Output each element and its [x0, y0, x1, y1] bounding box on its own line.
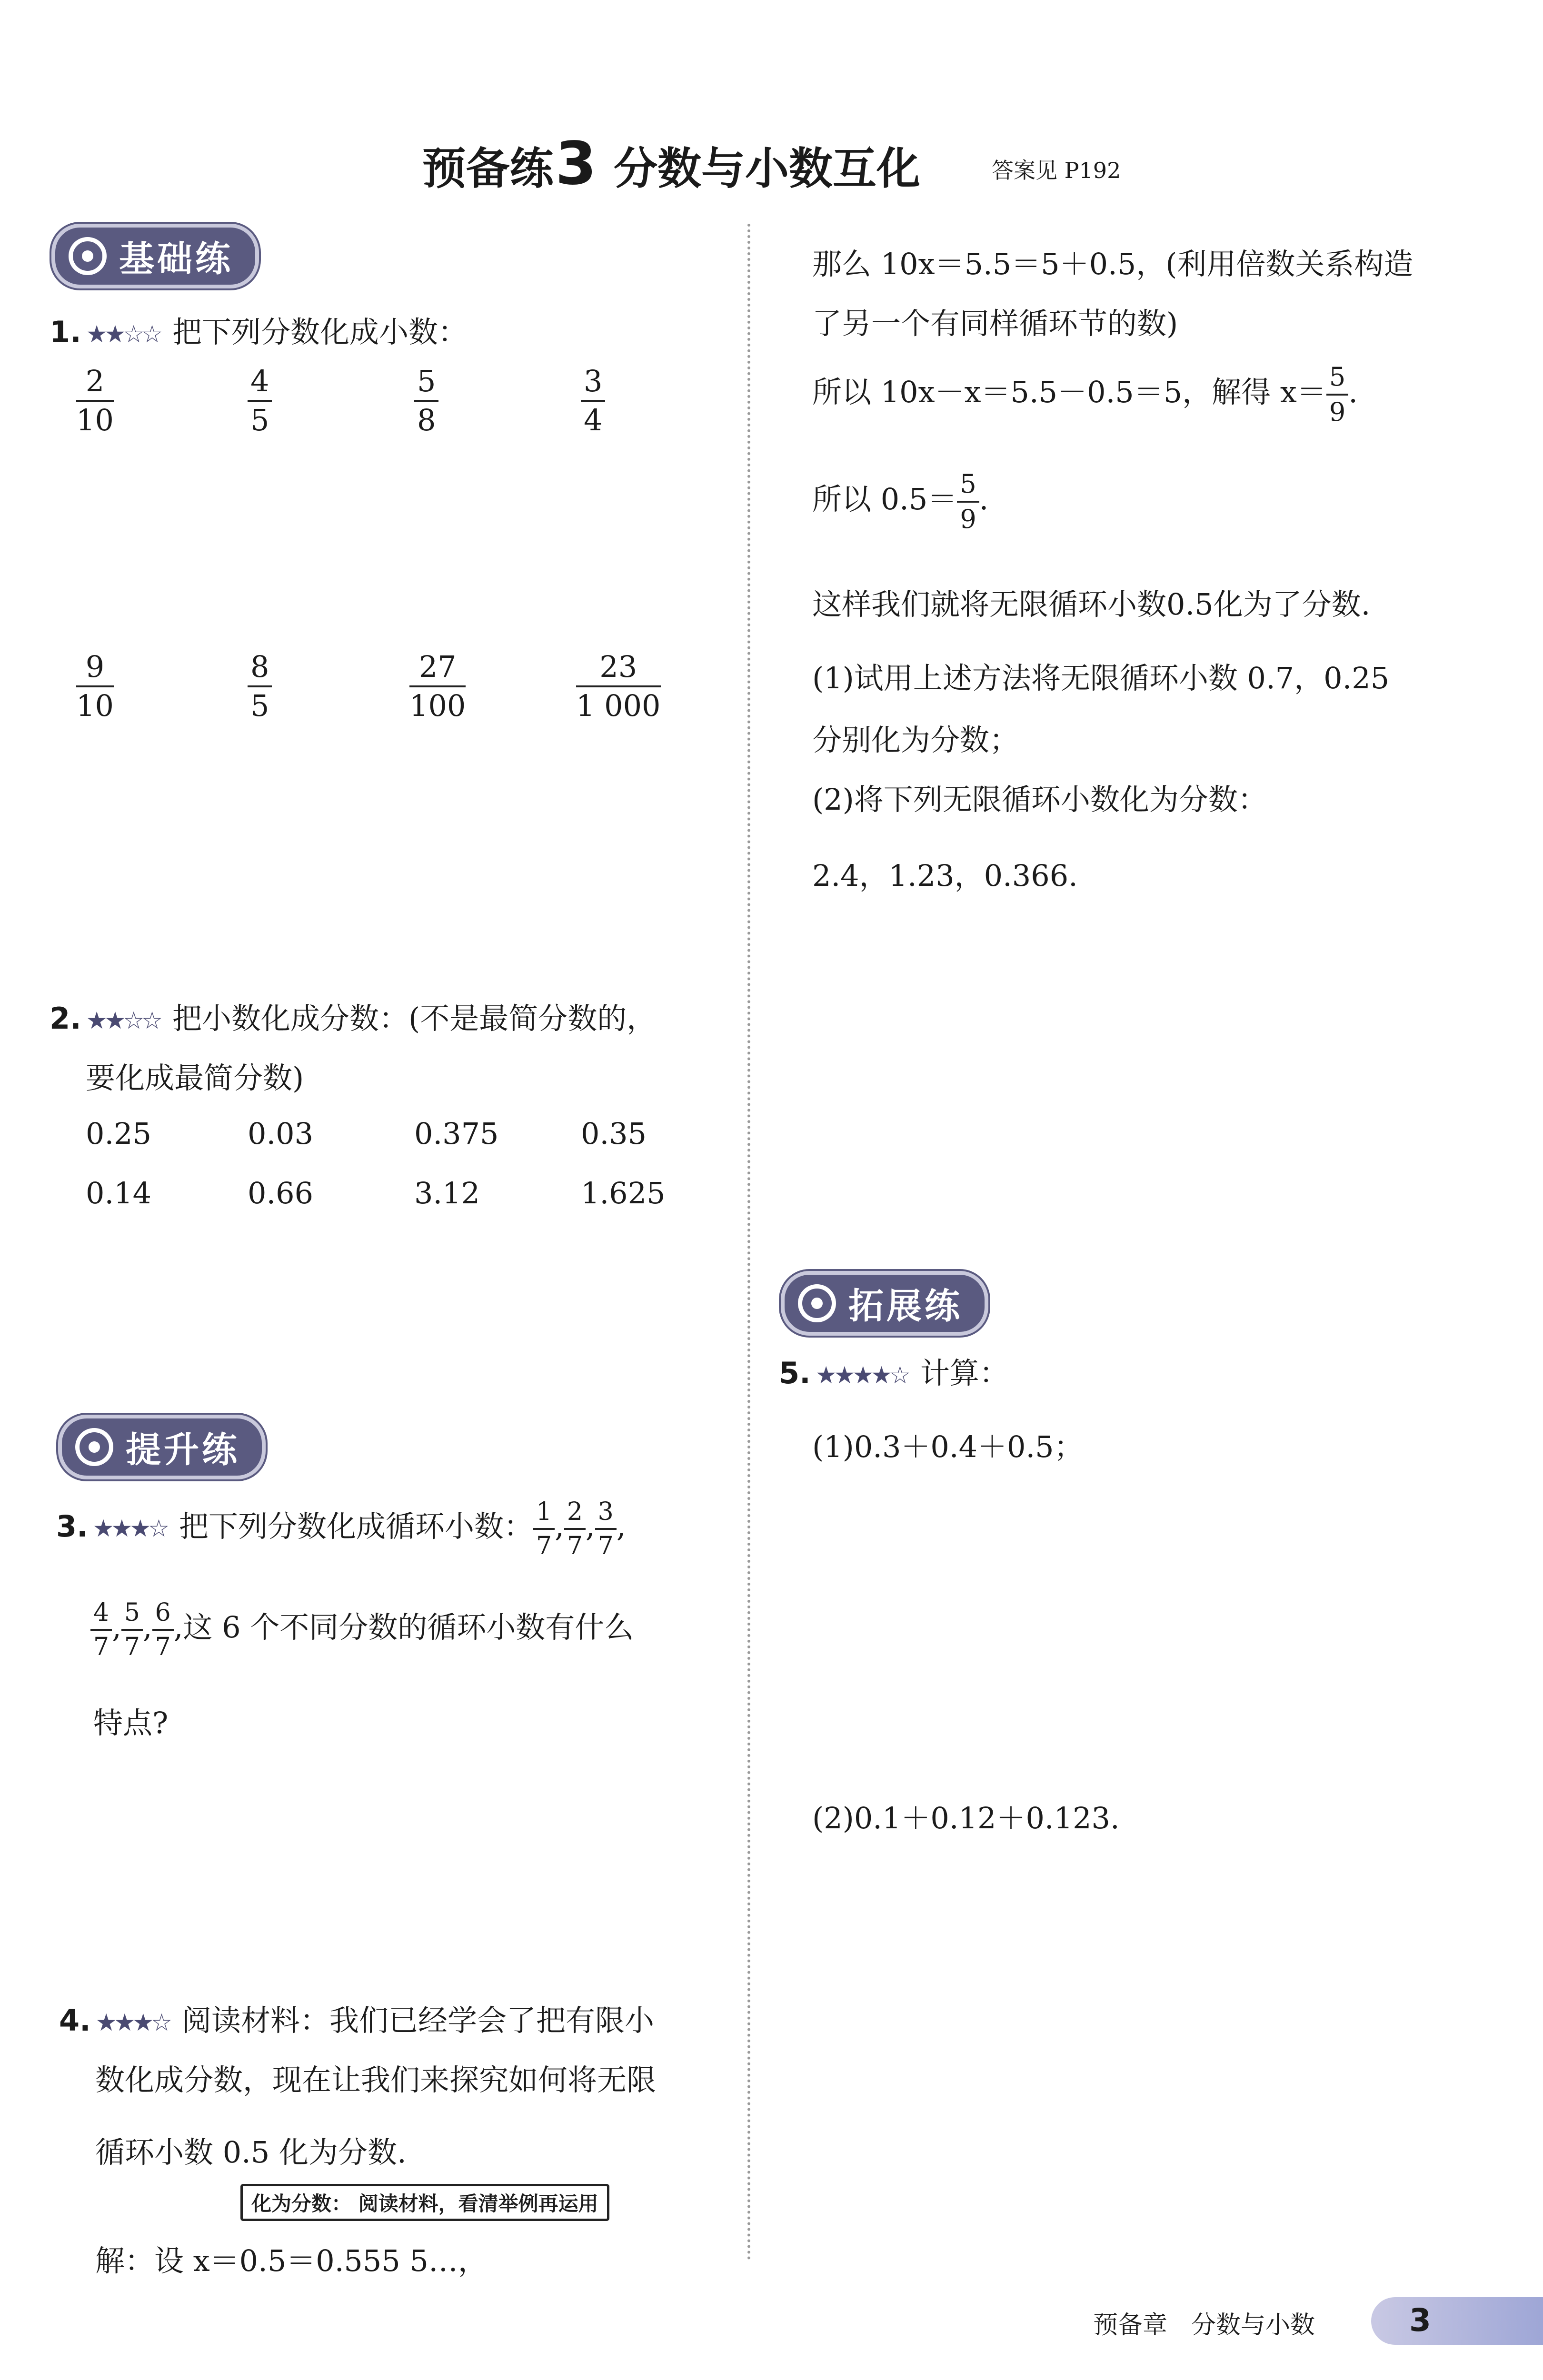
question-5-part-1: (1)0.3＋0.4＋0.5； [812, 1429, 1084, 1464]
section-badge-extend [781, 1271, 988, 1336]
fraction[interactable]: $\frac{8}{5}$ [248, 652, 272, 721]
difficulty-stars-icon: ★★★☆ [95, 2009, 169, 2036]
fraction: $\frac{4}{7}$ [90, 1600, 112, 1659]
target-icon [69, 237, 107, 275]
difficulty-stars-icon: ★★★☆ [92, 1515, 167, 1543]
decimal-value[interactable]: 0.25 [86, 1116, 152, 1151]
question-4-text: 数化成分数，现在让我们来探究如何将无限 [95, 2063, 657, 2097]
question-4-part-2: 2.4，1.23，0.366. [812, 858, 1078, 893]
fraction[interactable]: $\frac{3}{4}$ [581, 367, 605, 435]
question-number: 1. [50, 315, 81, 349]
footer-section: 预备章 [1093, 2311, 1168, 2340]
fraction[interactable]: $\frac{5}{8}$ [414, 367, 438, 435]
question-4-prompt [59, 1997, 654, 2039]
fraction[interactable]: $\frac{27}{100}$ [409, 649, 466, 723]
question-number: 4. [59, 2003, 91, 2038]
fraction: $\frac{2}{7}$ [564, 1499, 586, 1558]
answer-reference: 答案见 P192 [991, 158, 1121, 183]
question-4-part-1: 分别化为分数； [812, 723, 1019, 757]
decimal-value[interactable]: 0.375 [414, 1116, 499, 1151]
fraction[interactable]: $\frac{23}{1 000}$ [576, 649, 661, 723]
fraction: $\frac{3}{7}$ [595, 1499, 617, 1558]
question-3-prompt-end: 特点? [93, 1706, 169, 1740]
column-divider [747, 224, 750, 2261]
question-text: 阅读材料：我们已经学会了把有限小 [182, 2003, 655, 2038]
section-label: 基础练 [119, 238, 233, 279]
section-label: 拓展练 [848, 1286, 963, 1327]
question-text: 计算： [920, 1356, 1009, 1390]
question-5-prompt [779, 1349, 1009, 1392]
page-number: 3 [1409, 2302, 1431, 2339]
footer [1093, 2305, 1315, 2340]
fraction[interactable]: $\frac{9}{10}$ [76, 649, 114, 723]
question-4-part-2: (2)将下列无限循环小数化为分数： [812, 782, 1267, 817]
question-number: 5. [779, 1356, 811, 1390]
question-3-prompt-cont: $\frac{4}{7}$ , $\frac{5}{7}$ , $\frac{6}{7}$ ,这 6 个不同分数的循环小数有什么 [90, 1600, 634, 1659]
question-4-text: 那么 10x＝5.5＝5＋0.5，(利用倍数关系构造 [812, 247, 1414, 281]
question-text: 把下列分数化成循环小数： [179, 1509, 534, 1544]
title-text: 分数与小数互化 [613, 143, 920, 194]
title-number: 3 [555, 129, 597, 198]
title-prefix: 预备练 [422, 143, 554, 194]
section-badge-improve [58, 1415, 266, 1479]
question-1-prompt [50, 308, 468, 351]
fraction[interactable]: $\frac{2}{10}$ [76, 364, 114, 437]
difficulty-stars-icon: ★★★★☆ [815, 1361, 908, 1389]
page-title [0, 129, 1543, 198]
question-4-text: 这样我们就将无限循环小数0.5化为了分数. [812, 587, 1371, 622]
question-4-text: 所以 0.5＝ $\frac{5}{9}$ . [812, 469, 989, 534]
question-4-text: 了另一个有同样循环节的数) [812, 306, 1178, 341]
question-2-prompt-cont: 要化成最简分数) [86, 1061, 304, 1095]
fraction: $\frac{5}{9}$ [957, 471, 979, 532]
question-text: ,这 6 个不同分数的循环小数有什么 [173, 1610, 634, 1645]
decimal-value[interactable]: 0.66 [248, 1176, 314, 1210]
question-4-text: 循环小数 0.5 化为分数. [95, 2135, 407, 2170]
question-4-solution: 解：设 x＝0.5＝0.555 5…， [95, 2243, 488, 2278]
question-2-prompt [50, 995, 656, 1037]
question-number: 2. [50, 1001, 81, 1036]
question-4-text: 所以 10x－x＝5.5－0.5＝5，解得 x＝ $\frac{5}{9}$ . [812, 362, 1358, 427]
fraction[interactable]: $\frac{4}{5}$ [248, 367, 272, 435]
question-text: 把小数化成分数：(不是最简分数的， [172, 1001, 657, 1036]
question-3-prompt: 3. ★★★☆ 把下列分数化成循环小数： $\frac{1}{7}$ , $\frac{2}{7}$ , $\frac{3}{7}$ , [56, 1497, 626, 1560]
page-number-tab [1371, 2297, 1543, 2345]
target-icon [75, 1428, 113, 1466]
fraction: $\frac{5}{9}$ [1326, 364, 1348, 425]
decimal-value[interactable]: 0.35 [581, 1116, 647, 1151]
section-badge-basic [51, 224, 259, 288]
question-4-part-1: (1)试用上述方法将无限循环小数 0.7，0.25 [812, 661, 1390, 695]
tip-note: 化为分数： 阅读材料，看清举例再运用 [240, 2184, 609, 2221]
question-number: 3. [56, 1509, 88, 1544]
footer-topic: 分数与小数 [1191, 2311, 1315, 2340]
difficulty-stars-icon: ★★☆☆ [86, 1007, 160, 1034]
decimal-value[interactable]: 0.14 [86, 1176, 152, 1210]
decimal-value[interactable]: 3.12 [414, 1176, 480, 1210]
difficulty-stars-icon: ★★☆☆ [86, 320, 160, 348]
decimal-value[interactable]: 0.03 [248, 1116, 314, 1151]
fraction: $\frac{6}{7}$ [152, 1600, 174, 1659]
target-icon [798, 1284, 836, 1322]
question-5-part-2: (2)0.1＋0.12＋0.123. [812, 1801, 1120, 1835]
decimal-value[interactable]: 1.625 [581, 1176, 666, 1210]
question-text: 把下列分数化成小数： [172, 315, 468, 349]
section-label: 提升练 [126, 1429, 240, 1470]
fraction: $\frac{1}{7}$ [533, 1499, 555, 1558]
fraction: $\frac{5}{7}$ [121, 1600, 143, 1659]
